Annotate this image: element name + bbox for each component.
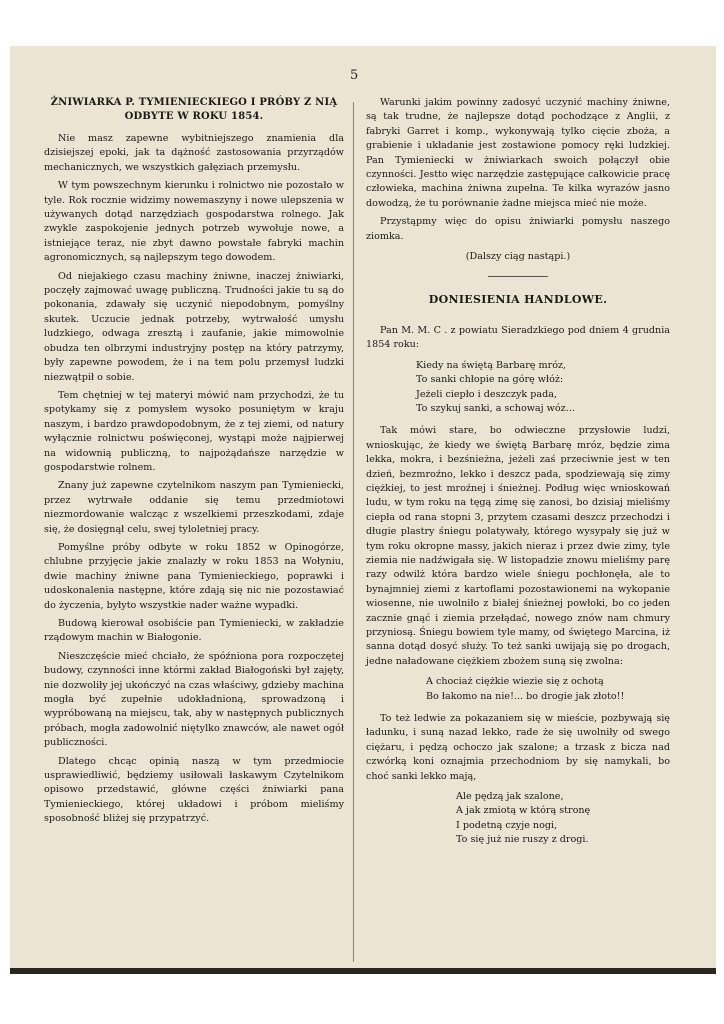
- paragraph: Nie masz zapewne wybitniejszego znamienia dla dzisiejszej epoki, jak ta dążność zastosowania przyrządów mechanicznych, we wszystkich gałęziach przemysłu.: [44, 133, 344, 173]
- page-bottom-edge: [10, 968, 716, 974]
- paragraph: Warunki jakim powinny zadosyć uczynić machiny żniwne, są tak trudne, że najlepsze dotąd pochodzące z Anglii, z fabryki Garret i komp., wykonywają tylko cięcie zboża, a grabienie i układanie jest zostawione pomocy ręki ludzkiej. Pan Tymieniecki w żniwiarkach swoich połączył obie czynności. Jestto więc narzędzie zastępujące całkowicie pracę człowieka, machina żniwna zupełna. Te kilka wyrazów jasno dowodzą, że tu porównanie żadne miejsca mieć nie może.: [366, 97, 670, 209]
- article-heading: ŻNIWIARKA P. TYMIENIECKIEGO I PRÓBY Z NIĄ ODBYTE W ROKU 1854.: [50, 97, 338, 122]
- verse-line: I podetną czyje nogi,: [456, 819, 558, 831]
- paragraph: Tem chętniej w tej materyi mówić nam przychodzi, że tu spotykamy się z pomysłem wysoko posuniętym w kraju naszym, i bardzo prawdopodobnym, że z tej ziemi, od natury wyłącznie rolnictwu poświęconej, wystąpi może najpierwej na widownią publiczną, to najpożądańsze narzędzie w gospodarstwie rolnem.: [44, 389, 344, 473]
- verse-line: Bo łakomo na nie!... bo drogie jak złoto!!: [426, 690, 625, 702]
- section-rule: [488, 276, 548, 277]
- verse-block: [426, 675, 670, 704]
- paragraph: Znany już zapewne czytelnikom naszym pan Tymieniecki, przez wytrwałe oddanie się temu przedmiotowi niezmordowanie walcząc z wszelkiemi przeszkodami, zdaje się, że dosięgnął celu, swej tyloletniej pracy.: [44, 480, 344, 535]
- intro-paragraph: Pan M. M. C . z powiatu Sieradzkiego pod dniem 4 grudnia 1854 roku:: [366, 324, 670, 351]
- verse-line: To się już nie ruszy z drogi.: [456, 834, 589, 846]
- paragraph: Nieszczęście mieć chciało, że spóźniona pora rozpoczętej budowy, czynności inne którmi zakład Białogoński był zajęty, nie dozwoliły jej ukończyć na czas właściwy, gdzieby machina mogła być zupełnie udokładnioną, sprowadzoną i wypróbowaną na miejscu, tak, aby w następnych publicznych próbach, mogła zadowolnić niętylko znawców, ale nawet ogół publiczności.: [44, 650, 344, 749]
- paragraph: Budową kierował osobiście pan Tymieniecki, w zakładzie rządowym machin w Białogonie.: [44, 618, 344, 644]
- paragraph: Dlatego chcąc opinią naszą w tym przedmiocie usprawiedliwić, będziemy usiłowali łaskawym Czytelnikom opisowo przedstawić, główne części żniwiarki pana Tymienieckiego, której układowi i próbom mieliśmy sposobność bliżej się przypatrzyć.: [44, 755, 344, 825]
- paragraph: Pomyślne próby odbyte w roku 1852 w Opinogórze, chlubne przyjęcie jakie znalazły w roku 1853 na Wołyniu, dwie machiny żniwne pana Tymienieckiego, poprawki i udoskonalenia następne, które zdają się nic nie pozostawiać do życzenia, byłyto wszystkie nader ważne wypadki.: [44, 541, 344, 611]
- paragraph: To też ledwie za pokazaniem się w mieście, pozbywają się ładunku, i suną nazad lekko, rade że się uwolniły od swego ciężaru, i pędzą ochoczo jak szalone; a trzask z bicza nad czwórką koni oznajmia przechodniom by się namykali, bo choć sanki lekko mają,: [366, 713, 670, 782]
- paragraph: Od niejakiego czasu machiny żniwne, inaczej żniwiarki, poczęły zajmować uwagę publiczną. Trudności jakie tu są do pokonania, zdawały się uczynić niepodobnym, pomyślny skutek. Uczucie jednak potrzeby, wytrwałość umysłu ludzkiego, odwaga zresztą i zaufanie, jakie mimowolnie obudza ten olbrzymi industryjny postęp na który patrzymy, były zapewne powodem, że i na tem polu przemysł ludzki niezwątpił o sobie.: [44, 270, 344, 383]
- paragraph: Przystąpmy więc do opisu żniwiarki pomysłu naszego ziomka.: [366, 216, 670, 242]
- verse-line: Ale pędzą jak szalone,: [456, 791, 564, 803]
- left-column: [44, 96, 344, 831]
- verse-line: Jeżeli ciepło i deszczyk pada,: [416, 388, 558, 400]
- verse-block: [456, 790, 670, 848]
- verse-block: [416, 359, 670, 417]
- right-column: [366, 96, 670, 856]
- verse-line: To sanki chłopie na górę włóż:: [416, 374, 564, 386]
- verse-line: To szykuj sanki, a schowaj wóz...: [416, 402, 575, 414]
- verse-line: A chociaż ciężkie wiezie się z ochotą: [426, 676, 604, 688]
- column-divider: [353, 102, 354, 962]
- paragraph: W tym powszechnym kierunku i rolnictwo nie pozostało w tyle. Rok rocznie widzimy nowemaszyny i nowe ulepszenia w używanych dotąd narzędziach gospodarstwa rolnego. Jak zwykle zaspokojenie jednych potrzeb wywołuje nowe, a istniejące teraz, nie zbyt dawno powstałe fabryki machin agronomicznych, są najlepszym tego dowodem.: [44, 180, 344, 264]
- continued-note: (Dalszy ciąg nastąpi.): [465, 251, 571, 263]
- page-number: 5: [350, 68, 359, 83]
- newspaper-page: [10, 46, 716, 974]
- verse-line: Kiedy na świętą Barbarę mróz,: [416, 359, 567, 371]
- verse-line: A jak zmiotą w którą stronę: [456, 805, 591, 817]
- section-title: DONIESIENIA HANDLOWE.: [428, 293, 608, 307]
- paragraph: Tak mówi stare, bo odwieczne przysłowie ludzi, wnioskując, że kiedy we świętą Barbarę mróz, będzie zima lekka, mokra, i bezśnieżna, jeżeli zaś przeciwnie jest w ten dzień, bezmroźno, lekko i deszcz pada, spodziewają się zimy ciężkiej, to jest mroźnej i śnieżnej. Podług więc wnioskowań ludu, w tym roku na tęgą zimę się zanosi, bo dzisiaj mieliśmy ciepła od rana stopni 3, przytem czasami deszcz przechodzi i długie plastry śniegu polatywały, którego wysypały się już w tym roku okropne massy, jakich nieraz i przez dwie zimy, tyle ziemia nie nadźwigała się. W listopadzie znowu mieliśmy parę razy odwilż która bardzo wiele śniegu pochłonęła, ale to bynajmniej ziemi z kartoflami pozostawionemi na wykopanie wiosenne, nie uwolniło z białej śnieżnej powłoki, bo co jeden zacznie gnąć i ziemia przełądać, nowego znów nam chmury przyniosą. Śniegu bowiem tyle mamy, od świętego Marcina, iż sanna dotąd dosyć służy. To też sanki uwijają się po drogach, jedne naładowane ciężkiem zbożem suną się zwolna:: [366, 425, 670, 667]
